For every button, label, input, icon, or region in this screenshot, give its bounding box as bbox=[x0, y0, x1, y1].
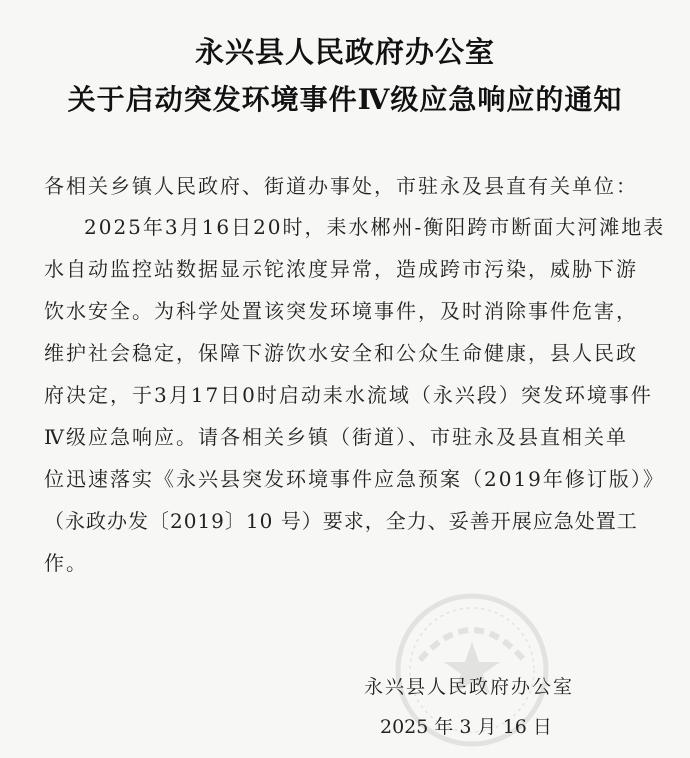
title-subject: 关于启动突发环境事件Ⅳ级应急响应的通知 bbox=[67, 83, 623, 116]
paragraph-line-8: （永政办发〔2019〕10 号）要求，全力、妥善开展应急处置工 bbox=[44, 509, 638, 533]
paragraph-line-7: 位迅速落实《永兴县突发环境事件应急预案（2019年修订版）》 bbox=[44, 467, 665, 491]
paragraph-line-1: 2025年3月16日20时，耒水郴州-衡阳跨市断面大河滩地表 bbox=[84, 215, 666, 239]
salutation: 各相关乡镇人民政府、街道办事处，市驻永及县直有关单位： bbox=[44, 174, 638, 198]
paragraph-line-9: 作。 bbox=[44, 551, 88, 575]
issue-date: 2025 年 3 月 16 日 bbox=[380, 716, 552, 738]
paragraph-line-5: 府决定，于3月17日0时启动耒水流域（永兴段）突发环境事件 bbox=[44, 383, 653, 407]
paragraph-line-3: 饮水安全。为科学处置该突发环境事件，及时消除事件危害， bbox=[44, 299, 638, 323]
paragraph-line-4: 维护社会稳定，保障下游饮水安全和公众生命健康，县人民政 bbox=[44, 341, 638, 365]
title-issuer: 永兴县人民政府办公室 bbox=[194, 35, 495, 69]
signer-name: 永兴县人民政府办公室 bbox=[364, 676, 575, 698]
paragraph-line-6: Ⅳ级应急响应。请各相关乡镇（街道）、市驻永及县直相关单 bbox=[44, 425, 628, 449]
paragraph-line-2: 水自动监控站数据显示铊浓度异常，造成跨市污染，威胁下游 bbox=[44, 257, 638, 281]
